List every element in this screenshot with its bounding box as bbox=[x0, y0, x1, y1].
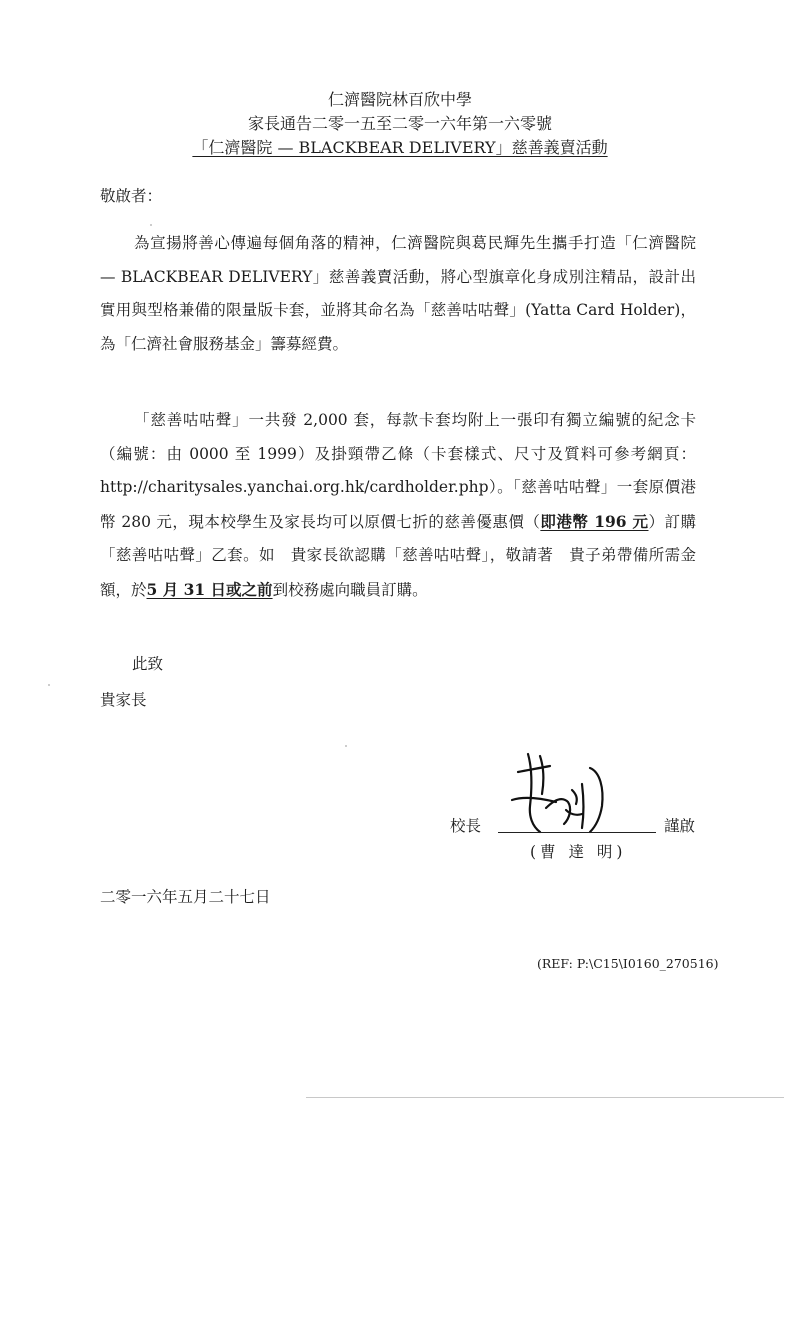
scan-speck bbox=[48, 684, 50, 686]
paragraph-order-part1: 「慈善咕咕聲」一共發 2,000 套，每款卡套均附上一張印有獨立編號的紀念卡（編號：由 0000 至 1999）及掛頸帶乙條（卡套樣式、尺寸及質料可參考網頁：http://charitysales.yanchai.org.hk/cardholder.php）。「慈善咕咕聲」一套原價港幣 280 元，現本校學生及家長均可以原價七折的慈善優惠價（ bbox=[100, 411, 696, 531]
principal-name: (曹 達 明) bbox=[530, 843, 627, 861]
school-name: 仁濟醫院林百欣中學 bbox=[327, 90, 472, 109]
discount-price: 即港幣 196 元 bbox=[540, 511, 649, 531]
paragraph-order-part2: ）訂購「慈善咕咕聲」乙套。如 貴家長欲認購「慈善咕咕聲」，敬請著 貴子弟帶備所需金額，於 bbox=[100, 512, 696, 599]
principal-signature bbox=[510, 748, 620, 838]
paragraph-order-details bbox=[100, 404, 696, 607]
paragraph-order-part3: 到校務處向職員訂購。 bbox=[272, 580, 428, 599]
notice-title bbox=[0, 136, 800, 160]
closing-line-2: 貴家長 bbox=[100, 691, 147, 709]
paragraph-intro: 為宣揚將善心傳遍每個角落的精神，仁濟醫院與葛民輝先生攜手打造「仁濟醫院 — BLACKBEAR DELIVERY」慈善義賣活動，將心型旗章化身成別注精品，設計出實用與型格兼備的限量版卡套，並將其命名為「慈善咕咕聲」(Yatta Card Holder)，為「仁濟社會服務基金」籌募經費。 bbox=[100, 234, 696, 353]
salutation: 敬啟者： bbox=[100, 187, 163, 205]
scan-speck bbox=[345, 745, 347, 747]
principal-label: 校長 bbox=[450, 817, 482, 835]
notice-number: 家長通告二零一五至二零一六年第一六零號 bbox=[247, 114, 552, 133]
letter-header bbox=[0, 88, 800, 160]
scan-speck bbox=[150, 224, 152, 226]
order-deadline: 5 月 31 日或之前 bbox=[146, 579, 273, 599]
letter-date: 二零一六年五月二十七日 bbox=[100, 888, 271, 906]
signature-line bbox=[498, 832, 656, 833]
closing-line-1: 此致 bbox=[132, 655, 164, 673]
notice-title-text: 「仁濟醫院 — BLACKBEAR DELIVERY」慈善義賣活動 bbox=[192, 138, 608, 157]
scan-artifact-line bbox=[306, 1097, 784, 1098]
respectfully-label: 謹啟 bbox=[664, 817, 696, 835]
reference-code: (REF: P:\C15\I0160_270516) bbox=[537, 956, 719, 971]
